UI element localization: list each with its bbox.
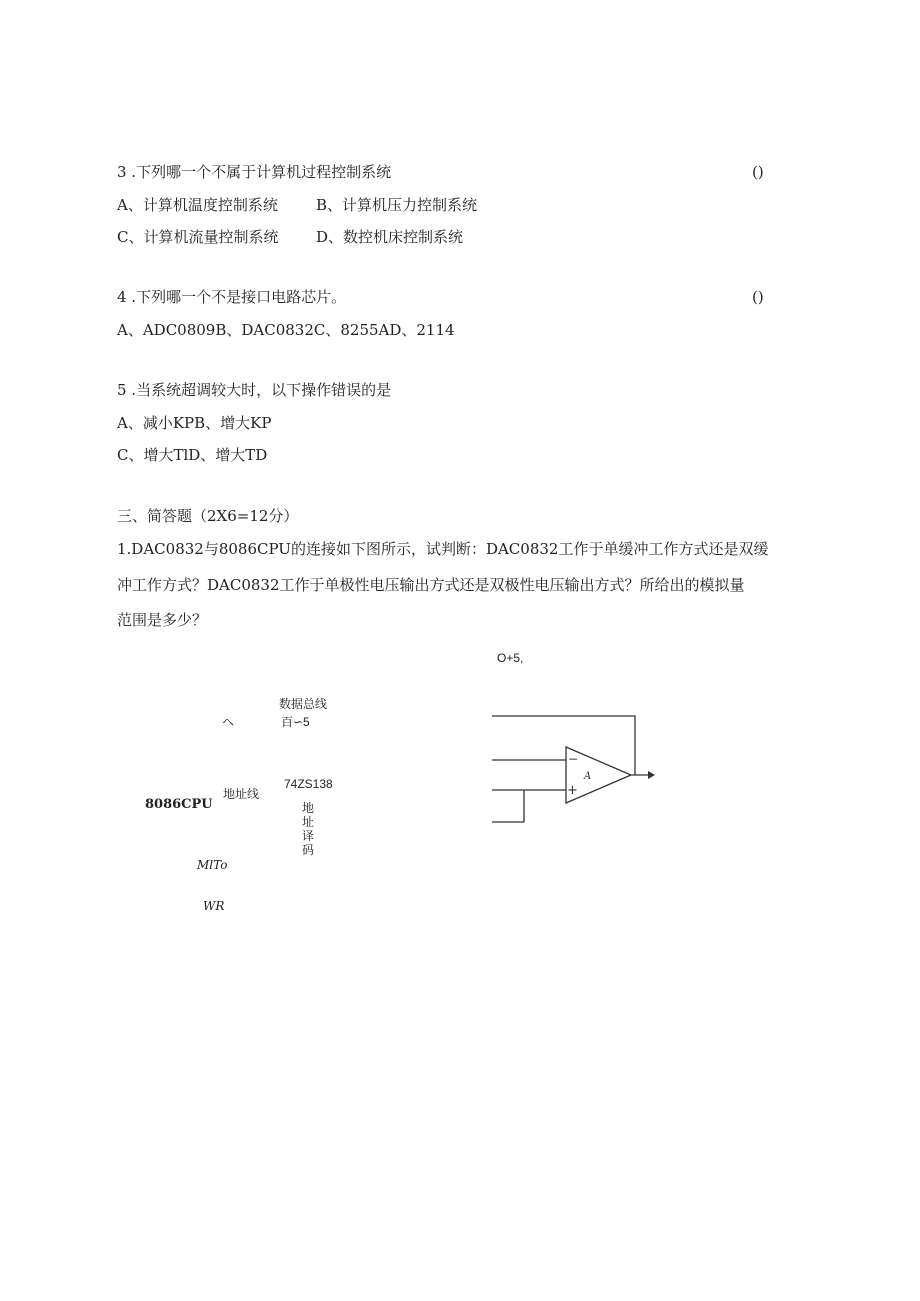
- vcc-label: O+5,: [497, 651, 524, 665]
- question-3-option-d: D、数控机床控制系统: [316, 228, 464, 246]
- question-5-option-ab: A、减小KPB、增大KP: [117, 414, 272, 432]
- question-3-answer-bracket: (): [752, 163, 764, 181]
- question-5-option-cd: C、增大TlD、增大TD: [117, 446, 268, 464]
- data-bus-label: 数据总线: [279, 697, 328, 711]
- section-3-question-line-3: 范围是多少？: [117, 611, 208, 629]
- question-4-stem: 4 .下列哪一个不是接口电路芯片。: [117, 288, 347, 306]
- question-3-option-c: C、计算机流量控制系统: [117, 228, 279, 246]
- question-4-options: A、ADC0809B、DAC0832C、8255AD、2114: [117, 321, 455, 339]
- question-4-answer-bracket: (): [752, 288, 764, 306]
- opamp-label: A: [584, 771, 592, 782]
- wr-label: WR: [203, 899, 225, 913]
- data-bus-sublabel: 百∽5: [281, 715, 310, 729]
- cpu-label: 8086CPU: [145, 797, 213, 812]
- question-3-option-b: B、计算机压力控制系统: [316, 196, 478, 214]
- question-3-stem: 3 .下列哪一个不属于计算机过程控制系统: [117, 163, 392, 181]
- feedback-wire: [492, 716, 635, 775]
- section-3-question-line-1: 1.DAC0832与8086CPU的连接如下图所示，试判断：DAC0832工作于单缓冲工作方式还是双缓: [117, 540, 769, 558]
- mio-label: MlTo: [197, 858, 228, 872]
- ground-wire: [492, 790, 524, 822]
- question-3-option-a: A、计算机温度控制系统: [117, 196, 278, 214]
- opamp-minus-sign: −: [568, 752, 579, 766]
- opamp-circuit: [488, 710, 658, 825]
- output-arrow: [648, 771, 655, 779]
- section-3-question-line-2: 冲工作方式？DAC0832工作于单极性电压输出方式还是双极性电压输出方式？所给出的模拟量: [117, 576, 745, 594]
- question-5-stem: 5 .当系统超调较大时，以下操作错误的是: [117, 381, 392, 399]
- decoder-chip-label: 74ZS138: [284, 777, 333, 791]
- section-3-heading: 三、简答题（2X6=12分）: [117, 507, 299, 525]
- tick-mark: ヘ: [222, 715, 235, 729]
- address-decode-label: 地 址 译 码: [301, 801, 314, 857]
- address-line-label: 地址线: [223, 787, 260, 801]
- opamp-plus-sign: +: [567, 783, 578, 798]
